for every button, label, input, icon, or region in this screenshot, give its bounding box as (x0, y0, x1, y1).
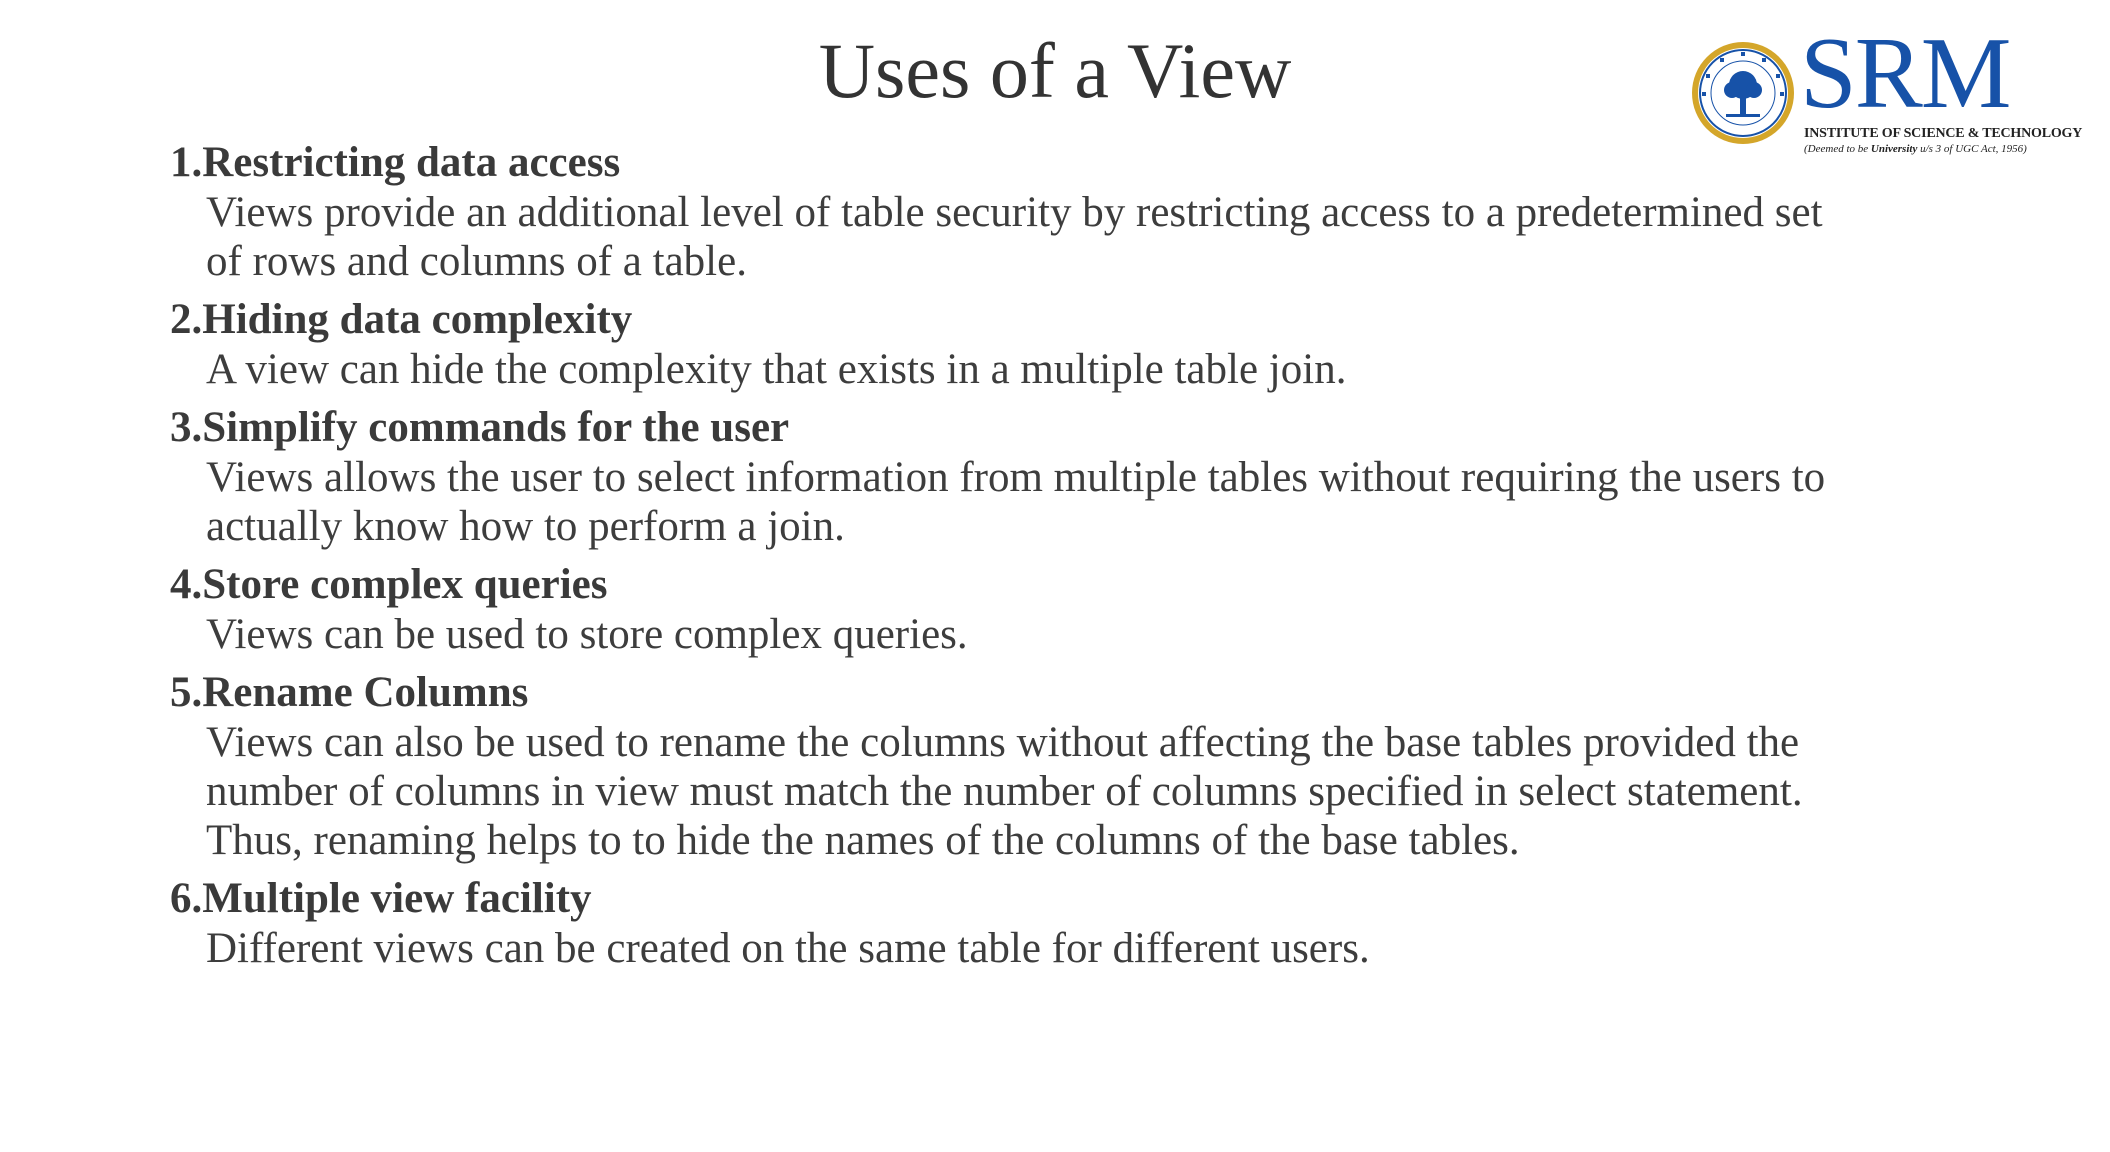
use-heading: 4.Store complex queries (170, 561, 608, 608)
srm-subtitle: INSTITUTE OF SCIENCE & TECHNOLOGY (1804, 126, 2083, 141)
use-description-line: Different views can be created on the same table for different users. (206, 925, 1370, 972)
srm-tagline: (Deemed to be University u/s 3 of UGC Act, 1956) (1804, 143, 2027, 155)
srm-seal-icon (1690, 40, 1796, 146)
use-description-line: number of columns in view must match the number of columns specified in select statement. (206, 768, 1803, 815)
use-heading: 6.Multiple view facility (170, 875, 592, 922)
use-item (170, 138, 1970, 286)
use-description-line: actually know how to perform a join. (206, 503, 845, 550)
uses-list (170, 138, 1970, 982)
use-heading: 2.Hiding data complexity (170, 296, 633, 343)
use-description (170, 718, 1970, 865)
use-item (170, 874, 1970, 973)
slide-title: Uses of a View (818, 27, 1292, 114)
use-description-line: Views can also be used to rename the columns without affecting the base tables provided the (206, 719, 1800, 766)
use-description (170, 188, 1970, 286)
use-description (170, 345, 1970, 394)
use-description-line: A view can hide the complexity that exists in a multiple table join. (206, 346, 1347, 393)
use-item (170, 560, 1970, 659)
use-description-line: Views can be used to store complex queries. (206, 611, 968, 658)
use-heading: 1.Restricting data access (170, 139, 621, 186)
use-description-line: Thus, renaming helps to to hide the names of the columns of the base tables. (206, 817, 1520, 864)
srm-wordmark: SRM (1800, 17, 2010, 130)
use-heading: 5.Rename Columns (170, 669, 529, 716)
use-item (170, 668, 1970, 865)
use-description (170, 924, 1970, 973)
use-description (170, 610, 1970, 659)
use-description (170, 453, 1970, 551)
use-item (170, 403, 1970, 551)
use-item (170, 295, 1970, 394)
use-description-line: Views provide an additional level of table security by restricting access to a predetermined set (206, 189, 1823, 236)
use-description-line: Views allows the user to select information from multiple tables without requiring the users to (206, 454, 1826, 501)
use-description-line: of rows and columns of a table. (206, 238, 747, 285)
use-heading: 3.Simplify commands for the user (170, 404, 790, 451)
